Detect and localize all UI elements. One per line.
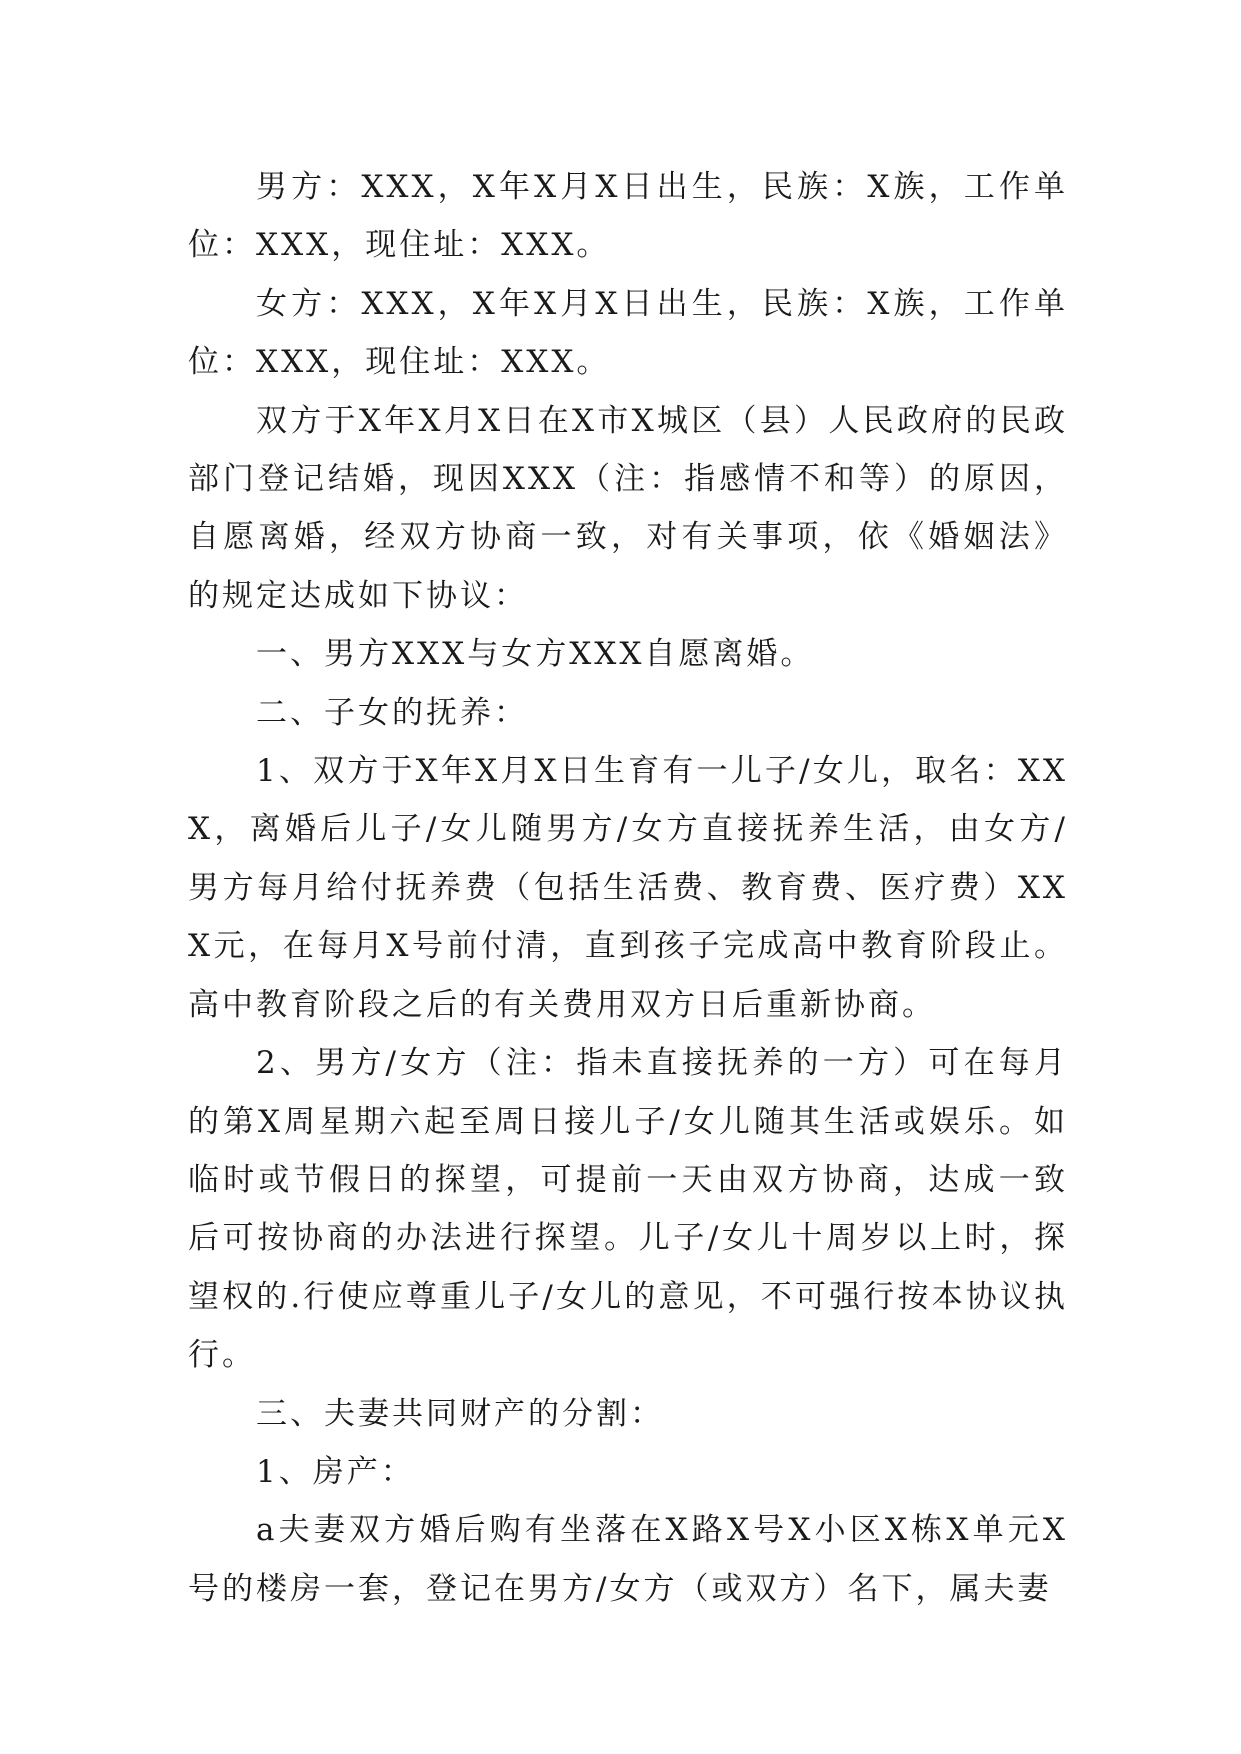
paragraph-husband-info: 男方：XXX，X年X月X日出生，民族：X族，工作单位：XXX，现住址：XXX。 — [188, 169, 1068, 264]
paragraph-clause-1: 一、男方XXX与女方XXX自愿离婚。 — [256, 636, 815, 673]
paragraph-clause-3-heading: 三、夫妻共同财产的分割： — [256, 1395, 664, 1432]
paragraph-property-heading: 1、房产： — [256, 1453, 415, 1490]
agreement-body — [188, 158, 1068, 1618]
paragraph-marriage-background: 双方于X年X月X日在X市X城区（县）人民政府的民政部门登记结婚，现因XXX（注：指感情不和等）的原因，自愿离婚，经双方协商一致，对有关事项，依《婚姻法》的规定达成如下协议： — [188, 402, 1068, 614]
paragraph-child-custody: 1、双方于X年X月X日生育有一儿子/女儿，取名：XXX，离婚后儿子/女儿随男方/女方直接抚养生活，由女方/男方每月给付抚养费（包括生活费、教育费、医疗费）XXX元，在每月X号前付清，直到孩子完成高中教育阶段止。高中教育阶段之后的有关费用双方日后重新协商。 — [188, 753, 1068, 1023]
paragraph-wife-info: 女方：XXX，X年X月X日出生，民族：X族，工作单位：XXX，现住址：XXX。 — [188, 285, 1068, 381]
paragraph-house-property: a夫妻双方婚后购有坐落在X路X号X小区X栋X单元X号的楼房一套，登记在男方/女方（或双方）名下，属夫妻 — [188, 1512, 1068, 1607]
paragraph-visitation: 2、男方/女方（注：指未直接抚养的一方）可在每月的第X周星期六起至周日接儿子/女儿随其生活或娱乐。如临时或节假日的探望，可提前一天由双方协商，达成一致后可按协商的办法进行探望。儿子/女儿十周岁以上时，探望权的.行使应尊重儿子/女儿的意见，不可强行按本协议执行。 — [188, 1045, 1068, 1374]
paragraph-clause-2-heading: 二、子女的抚养： — [256, 694, 528, 731]
